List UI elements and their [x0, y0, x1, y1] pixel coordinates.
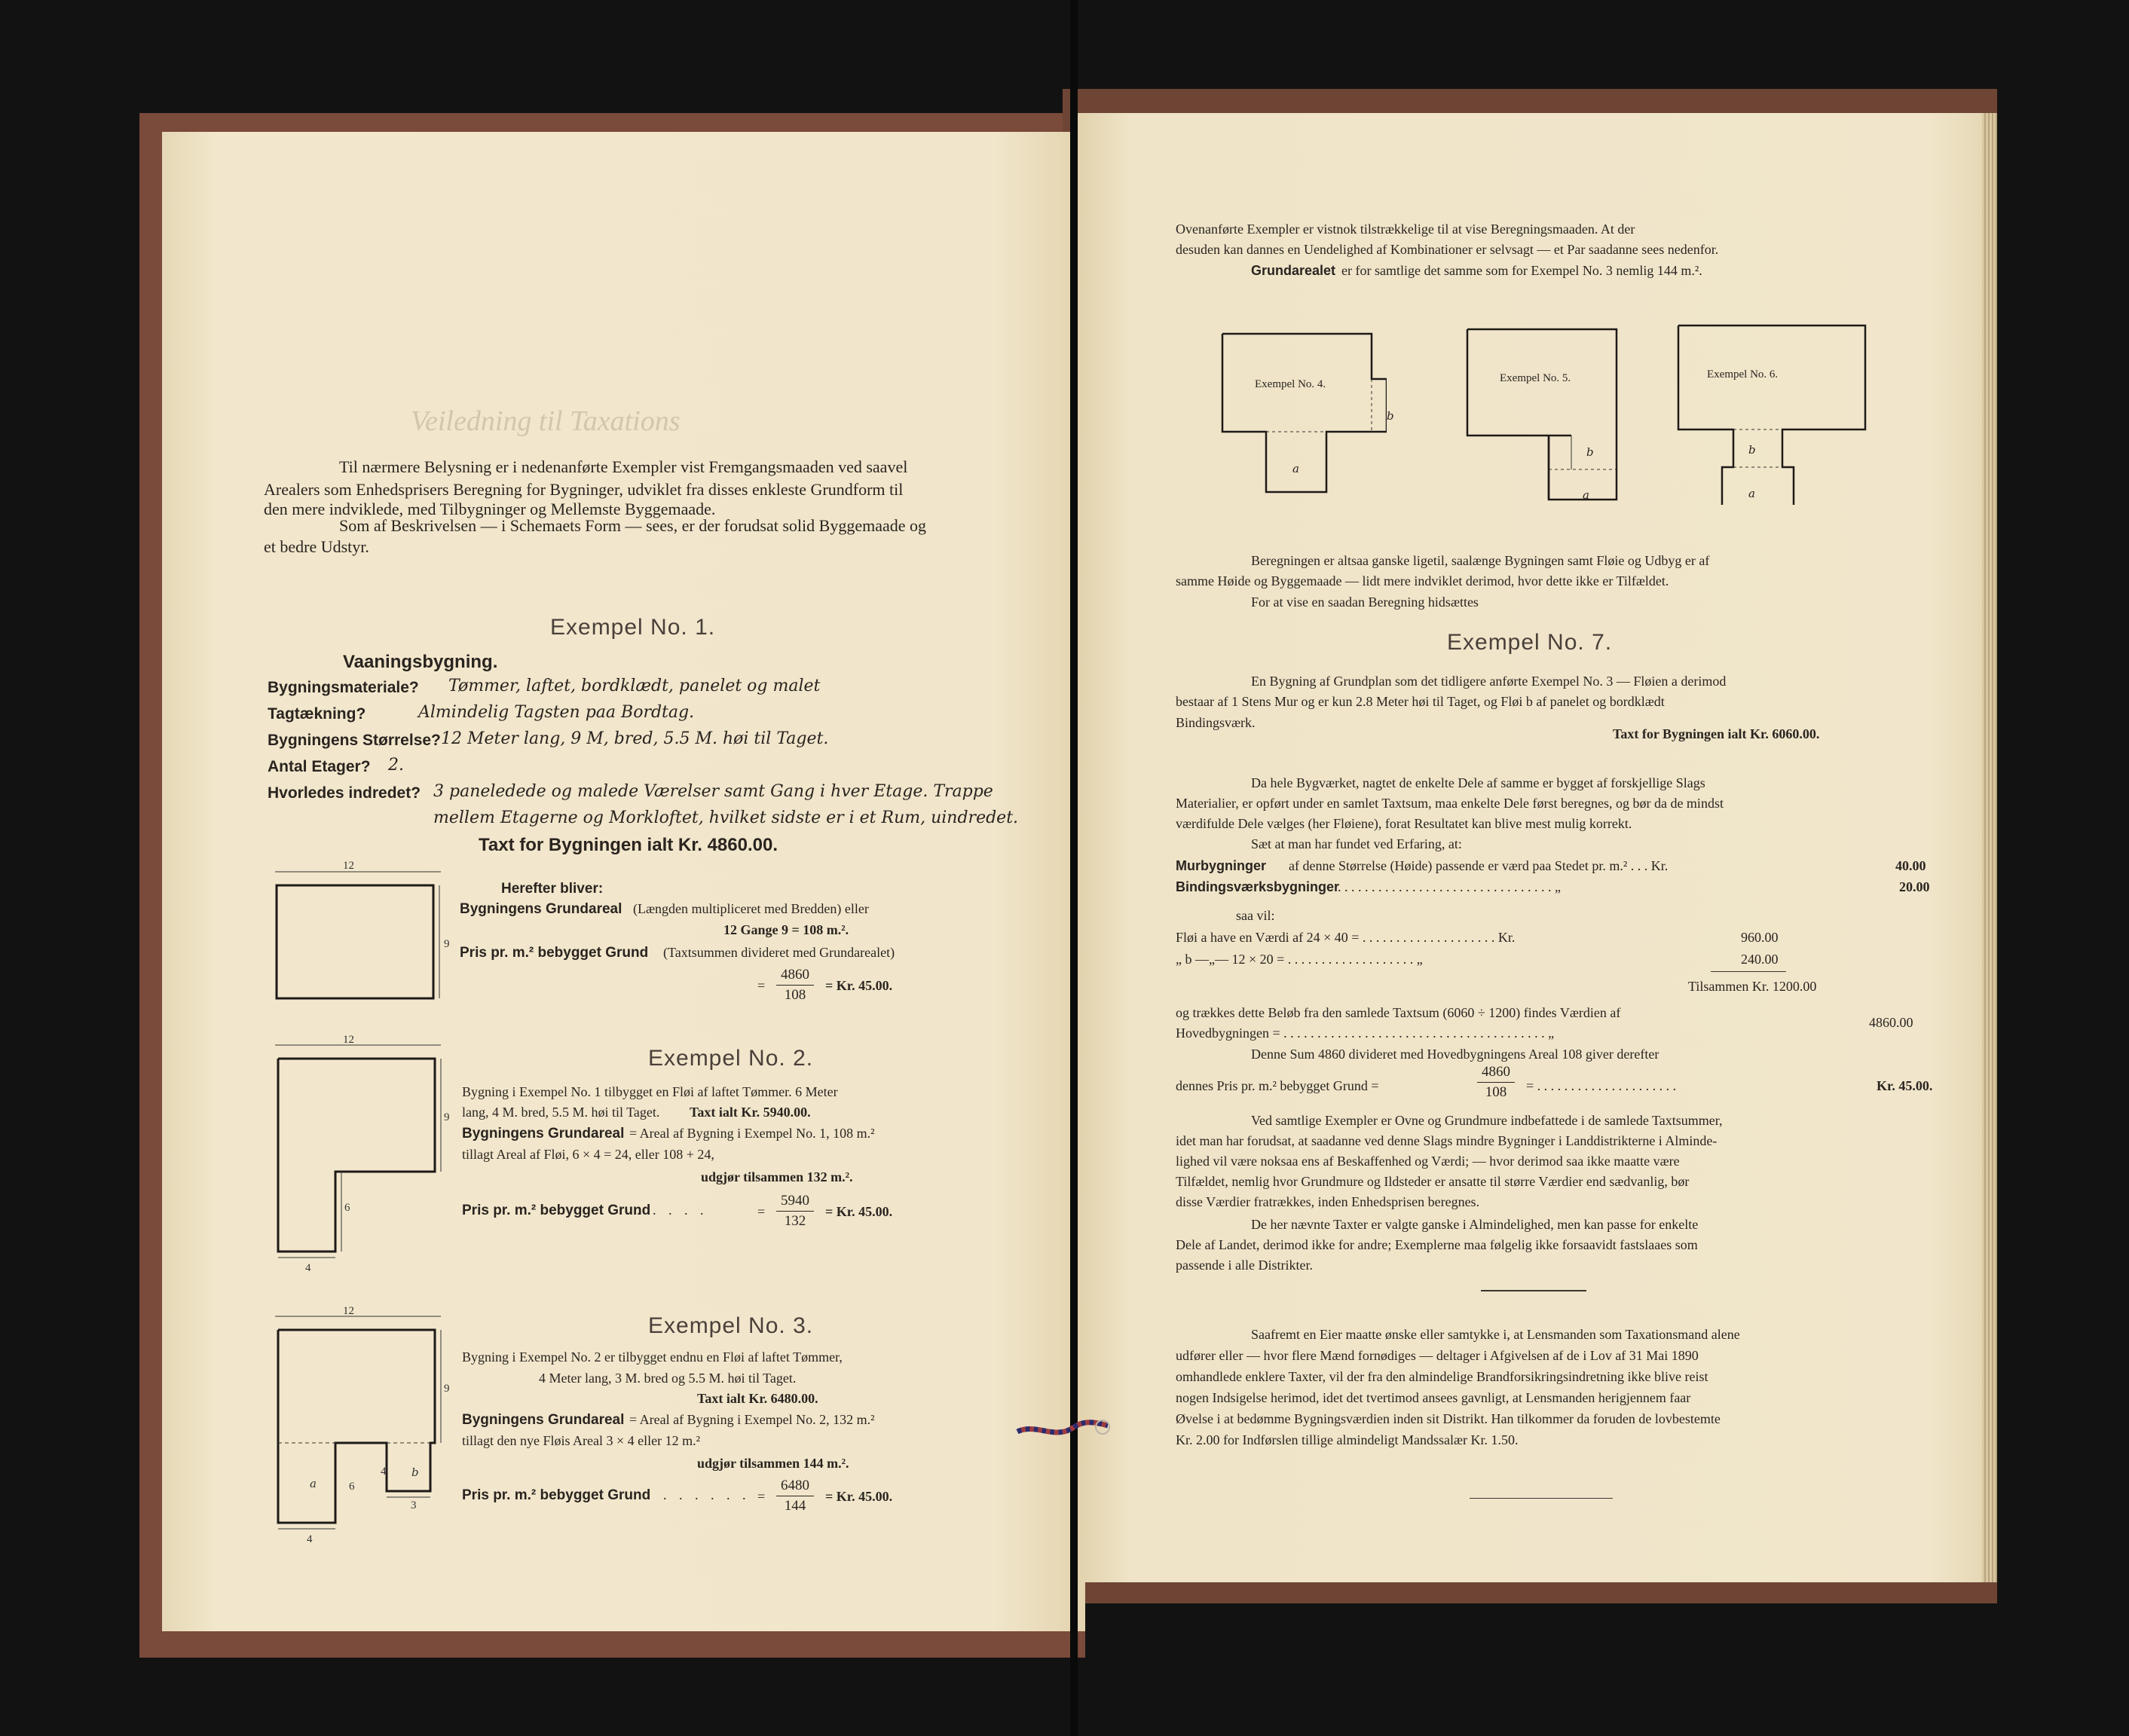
fraction-denominator: 108	[784, 987, 806, 1003]
mur-label: Murbygninger	[1176, 858, 1266, 873]
fraction-denominator: 132	[784, 1213, 806, 1229]
fraction-numerator: 4860	[1477, 1064, 1515, 1083]
grund-text: = Areal af Bygning i Exempel No. 1, 108 m.²	[629, 1126, 875, 1141]
leader-dots: . . . . .	[637, 1203, 708, 1218]
example-4-plan	[1221, 326, 1387, 500]
fraction	[776, 1193, 814, 1230]
row-value: 2.	[388, 756, 404, 775]
equals: =	[757, 1204, 766, 1219]
wing-label: a	[310, 1477, 317, 1490]
tilsammen: Tilsammen Kr. 1200.00	[1688, 979, 1817, 994]
example-1-plan	[268, 863, 463, 1013]
ex7-line: Sæt at man har fundet ved Erfaring, at:	[1251, 836, 1462, 851]
calc-line: og trækkes dette Beløb fra den samlede Taxtsum (6060 ÷ 1200) findes Værdien af	[1176, 1005, 1621, 1020]
example-3-heading: Exempel No. 3.	[648, 1313, 814, 1338]
pris-result: = Kr. 45.00.	[825, 1204, 893, 1219]
grund-text: = Areal af Bygning i Exempel No. 2, 132 m.²	[629, 1412, 875, 1427]
dim-label: 3	[411, 1499, 417, 1511]
example-7-heading: Exempel No. 7.	[1447, 630, 1613, 655]
fraction-denominator: 108	[1485, 1084, 1507, 1100]
ex2-line: udgjør tilsammen 132 m.².	[701, 1169, 853, 1184]
closing-rule	[1470, 1498, 1613, 1499]
fraction	[776, 1478, 814, 1514]
calc-value: 960.00	[1741, 930, 1779, 945]
grund-calc: 12 Gange 9 = 108 m.².	[723, 922, 849, 937]
wing-label: b	[411, 1466, 419, 1479]
example-6-plan	[1677, 316, 1873, 505]
ex3-line: Bygning i Exempel No. 2 er tilbygget endnu en Fløi af laftet Tømmer,	[462, 1349, 843, 1365]
ex2-line: lang, 4 M. bred, 5.5 M. høi til Taget.	[462, 1105, 660, 1120]
binding-string-icon	[1014, 1410, 1112, 1452]
diagram-label: Exempel No. 5.	[1500, 372, 1571, 384]
example-2-plan	[268, 1036, 463, 1262]
dim-label: 4	[381, 1466, 387, 1478]
intro-line: er for samtlige det samme som for Exempel No. 3 nemlig 144 m.².	[1341, 263, 1702, 278]
dim-label: 9	[444, 938, 450, 950]
herefter-label: Herefter bliver:	[501, 881, 604, 897]
fraction	[776, 967, 814, 1004]
pris-result: = Kr. 45.00.	[825, 1489, 893, 1504]
intro-label: Grundarealet	[1251, 263, 1336, 278]
dim-label: 12	[343, 1305, 354, 1317]
bind-value: 20.00	[1899, 879, 1930, 894]
para-line: Kr. 2.00 for Indførslen tillige almindeligt Mandssalær Kr. 1.50.	[1176, 1432, 1519, 1447]
example-2-heading: Exempel No. 2.	[648, 1046, 814, 1071]
dim-label: 9	[444, 1383, 450, 1395]
diagram-label: Exempel No. 4.	[1255, 378, 1326, 390]
row-value: 12 Meter lang, 9 M, bred, 5.5 M. høi til Taget.	[441, 729, 829, 748]
intro-line: desuden kan dannes en Uendelighed af Kombinationer er selvsagt — et Par saadanne sees nedenfor.	[1176, 242, 1719, 257]
left-page	[162, 132, 1085, 1631]
faint-title: Veiledning til Taxations	[411, 405, 681, 437]
page-edges	[1982, 113, 1997, 1582]
pris-text: dennes Pris pr. m.² bebygget Grund =	[1176, 1078, 1379, 1093]
calc-line: „ b —„— 12 × 20 = . . . . . . . . . . . . . . . . . . . „	[1176, 952, 1423, 967]
pris-label: Pris pr. m.² bebygget Grund	[462, 1487, 651, 1503]
para-line: Beregningen er altsaa ganske ligetil, saalænge Bygningen samt Fløie og Udbyg er af	[1251, 553, 1710, 568]
fraction-numerator: 6480	[776, 1478, 814, 1496]
row-label: Bygningsmateriale?	[268, 679, 419, 696]
section-divider	[1481, 1290, 1586, 1291]
ex7-line: værdifulde Dele vælges (her Fløiene), forat Resultatet kan blive mest mulig korrekt.	[1176, 816, 1632, 831]
book-spine	[1070, 0, 1078, 1736]
wing-label: a	[1292, 462, 1299, 475]
leader-dots: = . . . . . . . . . . . . . . . . . . . . .	[1526, 1078, 1677, 1093]
dim-label: 6	[344, 1202, 350, 1214]
para-line: udfører eller — hvor flere Mænd fornødiges — deltager i Afgivelsen af de i Lov af 31 Mai 1890	[1176, 1348, 1699, 1363]
wing-label: b	[1387, 409, 1394, 423]
ex3-line: 4 Meter lang, 3 M. bred og 5.5 M. høi til Taget.	[539, 1371, 797, 1386]
fraction-numerator: 5940	[776, 1193, 814, 1212]
ex7-line: bestaar af 1 Stens Mur og er kun 2.8 Meter høi til Taget, og Fløi b af panelet og bordklædt	[1176, 694, 1665, 709]
ex7-taxt: Taxt for Bygningen ialt Kr. 6060.00.	[1613, 726, 1820, 741]
leader-dots: . . . . . .	[663, 1487, 751, 1502]
grund-text: (Længden multipliceret med Bredden) eller	[633, 901, 869, 916]
pris-result: = Kr. 45.00.	[825, 978, 893, 993]
wing-label: a	[1583, 488, 1589, 502]
calc-value: 4860.00	[1869, 1015, 1913, 1030]
example-5-plan	[1466, 319, 1624, 507]
calc-line: Fløi a have en Værdi af 24 × 40 = . . . . . . . . . . . . . . . . . . . . Kr.	[1176, 930, 1516, 945]
intro-line: Til nærmere Belysning er i nedenanførte Exempler vist Fremgangsmaaden ved saavel	[339, 457, 908, 476]
mur-text: af denne Størrelse (Høide) passende er værd paa Stedet pr. m.² . . . Kr.	[1289, 858, 1669, 873]
intro-line: Arealers som Enhedsprisers Beregning for Bygninger, udviklet fra disses enkleste Grundform til	[264, 480, 904, 499]
dim-label: 12	[343, 860, 354, 872]
row-label: Hvorledes indredet?	[268, 784, 421, 802]
intro-line: Ovenanførte Exempler er vistnok tilstrækkelige til at vise Beregningsmaaden. At der	[1176, 222, 1635, 237]
row-value-continued: mellem Etagerne og Morkloftet, hvilket sidste er i et Rum, uindredet.	[433, 808, 1019, 827]
pris-text: (Taxtsummen divideret med Grundarealet)	[663, 945, 895, 960]
row-label: Antal Etager?	[268, 758, 371, 775]
dim-label: 4	[305, 1262, 311, 1274]
para-line: For at vise en saadan Beregning hidsættes	[1251, 594, 1479, 610]
dim-label: 12	[343, 1034, 354, 1046]
example-3-plan	[268, 1307, 463, 1533]
diagram-label: Exempel No. 6.	[1707, 368, 1779, 381]
ex7-line: Materialier, er opført under en samlet Taxtsum, maa enkelte Dele først beregnes, og bør da de mindst	[1176, 796, 1724, 811]
wing-label: a	[1748, 487, 1755, 500]
ex3-line: tillagt den nye Fløis Areal 3 × 4 eller 12 m.²	[462, 1433, 700, 1448]
wing-label: b	[1586, 445, 1594, 459]
para-line: Dele af Landet, derimod ikke for andre; Exemplerne maa følgelig ikke forsaavidt fastslaaes som	[1176, 1237, 1698, 1252]
example-1-taxt: Taxt for Bygningen ialt Kr. 4860.00.	[479, 835, 778, 855]
bind-text: . . . . . . . . . . . . . . . . . . . . . . . . . . . . . . . . „	[1338, 879, 1561, 894]
intro-line: et bedre Udstyr.	[264, 537, 369, 556]
para-line: lighed vil være noksaa ens af Beskaffenhed og Værdi; — hvor derimod saa ikke maatte være	[1176, 1154, 1680, 1169]
wing-label: b	[1748, 443, 1756, 457]
grund-label: Bygningens Grundareal	[460, 901, 622, 917]
para-line: Saafremt en Eier maatte ønske eller samtykke i, at Lensmanden som Taxationsmand alene	[1251, 1327, 1740, 1342]
grund-label: Bygningens Grundareal	[462, 1412, 625, 1428]
para-line: samme Høide og Byggemaade — lidt mere indviklet derimod, hvor dette ikke er Tilfældet.	[1176, 573, 1669, 588]
para-line: idet man har forudsat, at saadanne ved denne Slags mindre Bygninger i Landdistrikterne i Alminde-	[1176, 1133, 1718, 1148]
para-line: Ved samtlige Exempler er Ovne og Grundmure indbefattede i de samlede Taxtsummer,	[1251, 1113, 1723, 1128]
example-1-heading: Exempel No. 1.	[550, 615, 716, 640]
mur-value: 40.00	[1895, 858, 1926, 873]
fraction	[1477, 1064, 1515, 1101]
sum-rule	[1711, 971, 1786, 972]
ex7-line: Da hele Bygværket, nagtet de enkelte Dele af samme er bygget af forskjellige Slags	[1251, 775, 1705, 790]
grund-label: Bygningens Grundareal	[462, 1126, 625, 1142]
equals: =	[757, 978, 766, 993]
pris-result: Kr. 45.00.	[1877, 1078, 1933, 1093]
para-line: Tilfældet, nemlig hvor Grundmure og Ildsteder er ansatte til større Værdier end sædvanlig, bør	[1176, 1174, 1690, 1189]
intro-line: Som af Beskrivelsen — i Schemaets Form — sees, er der forudsat solid Byggemaade og	[339, 516, 927, 535]
intro-line: den mere indviklede, med Tilbygninger og Mellemste Byggemaade.	[264, 500, 716, 518]
calc-line: Denne Sum 4860 divideret med Hovedbygningens Areal 108 giver derefter	[1251, 1047, 1659, 1062]
para-line: Øvelse i at bedømme Bygningsværdien inden sit Distrikt. Han tilkommer da foruden de lovbestemte	[1176, 1411, 1721, 1426]
right-page	[1078, 113, 1982, 1582]
ex2-line: Bygning i Exempel No. 1 tilbygget en Fløi af laftet Tømmer. 6 Meter	[462, 1084, 838, 1099]
para-line: omhandlede enklere Taxter, vil der fra den almindelige Brandforsikringsindretning ikke blive reist	[1176, 1369, 1708, 1384]
para-line: disse Værdier fratrækkes, inden Enhedsprisen beregnes.	[1176, 1194, 1480, 1209]
para-line: passende i alle Distrikter.	[1176, 1258, 1313, 1273]
calc-value: 240.00	[1741, 952, 1779, 967]
ex7-line: En Bygning af Grundplan som det tidligere anførte Exempel No. 3 — Fløien a derimod	[1251, 674, 1727, 689]
fraction-numerator: 4860	[776, 967, 814, 986]
dim-label: 9	[444, 1111, 450, 1123]
dim-label: 4	[307, 1533, 313, 1545]
fraction-denominator: 144	[784, 1498, 806, 1514]
equals: =	[757, 1489, 766, 1504]
example-1-subheading: Vaaningsbygning.	[343, 652, 498, 672]
ex3-line: udgjør tilsammen 144 m.².	[697, 1456, 849, 1471]
row-label: Tagtækning?	[268, 705, 366, 723]
row-label: Bygningens Størrelse?	[268, 732, 441, 749]
ex3-taxt: Taxt ialt Kr. 6480.00.	[697, 1391, 818, 1406]
para-line: De her nævnte Taxter er valgte ganske i Almindelighed, men kan passe for enkelte	[1251, 1217, 1699, 1232]
para-line: nogen Indsigelse herimod, idet det tvertimod ansees gavnligt, at Lensmanden herigjennem faar	[1176, 1390, 1691, 1405]
dim-label: 6	[349, 1481, 355, 1493]
bind-label: Bindingsværksbygninger	[1176, 879, 1340, 894]
ex7-line: Bindingsværk.	[1176, 715, 1256, 730]
pris-label: Pris pr. m.² bebygget Grund	[462, 1203, 651, 1218]
row-value: 3 paneledede og malede Værelser samt Gang i hver Etage. Trappe	[433, 782, 993, 801]
ex2-line: tillagt Areal af Fløi, 6 × 4 = 24, eller 108 + 24,	[462, 1147, 714, 1162]
row-value: Tømmer, laftet, bordklædt, panelet og malet	[448, 677, 821, 695]
calc-line: Hovedbygningen = . . . . . . . . . . . . . . . . . . . . . . . . . . . . . . . . . . . . . . . „	[1176, 1025, 1555, 1041]
pris-label: Pris pr. m.² bebygget Grund	[460, 945, 649, 961]
saa-vil: saa vil:	[1236, 908, 1275, 923]
ex2-taxt: Taxt ialt Kr. 5940.00.	[690, 1105, 811, 1120]
row-value: Almindelig Tagsten paa Bordtag.	[418, 703, 695, 722]
